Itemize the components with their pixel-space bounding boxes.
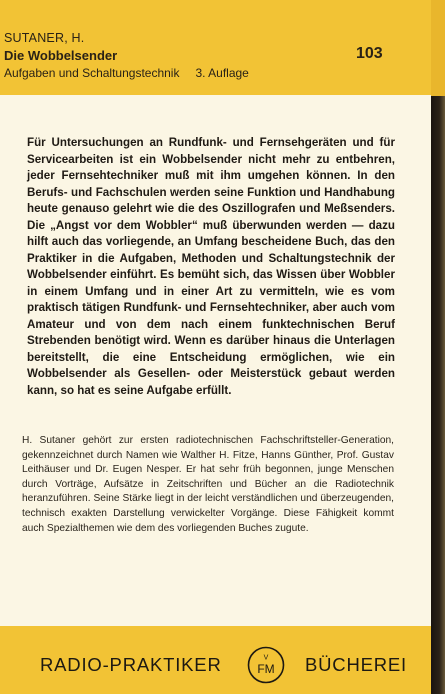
series-name-left: RADIO-PRAKTIKER [40, 654, 222, 675]
subtitle-row [4, 66, 249, 80]
header-band [0, 0, 431, 95]
book-spine-edge-top [431, 0, 445, 96]
author-name: SUTANER, H. [4, 31, 85, 45]
svg-text:V: V [263, 654, 269, 662]
edition-label: 3. Auflage [195, 66, 249, 80]
publisher-logo-icon [247, 646, 285, 684]
description-paragraph: Für Untersuchungen an Rundfunk- und Fernsehgeräten und für Servicearbeiten ist ein Wobbelsender nicht mehr zu entbehren, jeder Fernsehtechniker muß mit ihm umgehen können. In den Berufs- und Fachschulen werden seine Funktion und Handhabung heute genauso gelehrt wie die des Oszillografen und Meßsenders. Die „Angst vor dem Wobbler“ muß überwunden werden — dazu hilft auch das vorliegende, an Umfang bescheidene Buch, das den Praktiker in die Aufgaben, Methoden und Schaltungstechnik der Wobbelsender einführt. Es bemüht sich, das Wissen über Wobbler in einem Umfang und in einer Art zu vermitteln, wie es vom praktisch tätigen Rundfunk- und Fernsehtechniker, aber auch vom Amateur und von dem nach einem funktechnischen Beruf Strebenden benötigt wird. Wenn es darüber hinaus die Unterlagen bereitstellt, die eine Entscheidung ermöglichen, wie ein Wobbelsender als Gesellen- oder Meisterstück gebaut werden kann, so hat es seine Aufgabe erfüllt. [27, 136, 395, 397]
book-spine-edge [431, 0, 445, 694]
series-number: 103 [356, 45, 383, 62]
book-title: Die Wobbelsender [4, 48, 118, 63]
svg-text:FM: FM [257, 662, 275, 676]
book-subtitle: Aufgaben und Schaltungstechnik [4, 66, 180, 80]
series-name-right: BÜCHEREI [305, 654, 407, 675]
author-bio-paragraph: H. Sutaner gehört zur ersten radiotechnischen Fachschriftsteller-Generation, gekennzeichnet durch Namen wie Walther H. Fitze, Hanns Günther, Prof. Gustav Leithäuser und Dr. Eugen Nesper. Er hat sehr früh begonnen, junge Menschen durch Vorträge, Aufsätze in Zeitschriften und Bücher an die Radiotechnik heranzuführen. Seine Stärke liegt in der leicht verständlichen und überzeugenden, technisch exakten Darstellung verwickelter Vorgänge. Diese Fähigkeit kommt auch Spezialthemen wie dem des vorliegenden Buches zugute. [22, 435, 394, 534]
